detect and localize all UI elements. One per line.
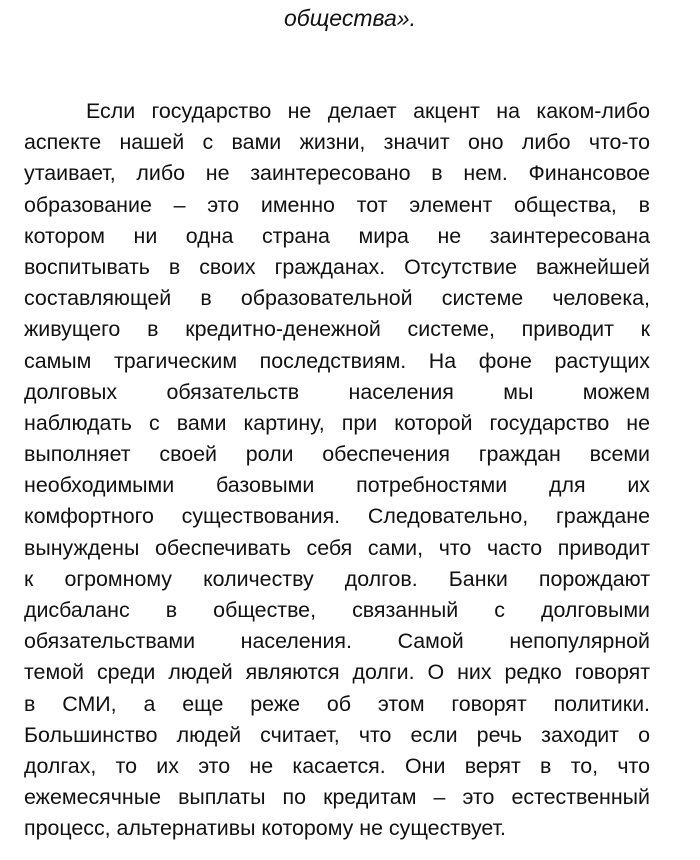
paragraph-line: воспитывать в своих гражданах. Отсутствие важнейшей [24, 254, 650, 279]
paragraph-line: образование – это именно тот элемент общества, в [24, 192, 650, 217]
paragraph-line: долговых обязательств населения мы можем [24, 379, 650, 404]
paragraph-line: дисбаланс в обществе, связанный с долговыми [24, 598, 650, 622]
paragraph-line: выполняет своей роли обеспечения граждан всеми [24, 442, 650, 467]
paragraph-line: обязательствами населения. Самой непопулярной [24, 629, 650, 654]
paragraph-line: к огромному количеству долгов. Банки порождают [24, 566, 650, 591]
paragraph-line: составляющей в образовательной системе человека, [24, 286, 650, 311]
paragraph-line: ежемесячные выплаты по кредитам – это естественный [24, 785, 650, 810]
paragraph-line: наблюдать с вами картину, при которой государство не [24, 410, 650, 435]
paragraph-line: темой среди людей являются долги. О них редко говорят [24, 660, 650, 685]
heading-fragment: общества». [284, 5, 416, 31]
paragraph-line: утаивает, либо не заинтересовано в нем. Финансовое [24, 161, 650, 186]
paragraph-line: самым трагическим последствиям. На фоне растущих [24, 348, 650, 373]
paragraph-line: комфортного существования. Следовательно, граждане [24, 504, 650, 529]
paragraph-line: котором ни одна страна мира не заинтересована [24, 223, 650, 248]
paragraph-line: живущего в кредитно-денежной системе, приводит к [24, 317, 650, 342]
paragraph-line: необходимыми базовыми потребностями для их [24, 473, 650, 498]
paragraph-line: долгах, то их это не касается. Они верят в то, что [24, 753, 650, 778]
body-paragraph [24, 96, 650, 845]
paragraph-line: вынуждены обеспечивать себя сами, что часто приводит [24, 535, 650, 560]
paragraph-line: процесс, альтернативы которому не существует. [24, 816, 506, 841]
paragraph-line: Большинство людей считает, что если речь заходит о [24, 722, 650, 747]
paragraph-line: аспекте нашей с вами жизни, значит оно либо что-то [24, 130, 650, 155]
paragraph-line: Если государство не делает акцент на каком-либо [86, 99, 650, 123]
paragraph-line: в СМИ, а еще реже об этом говорят политики. [24, 691, 650, 716]
